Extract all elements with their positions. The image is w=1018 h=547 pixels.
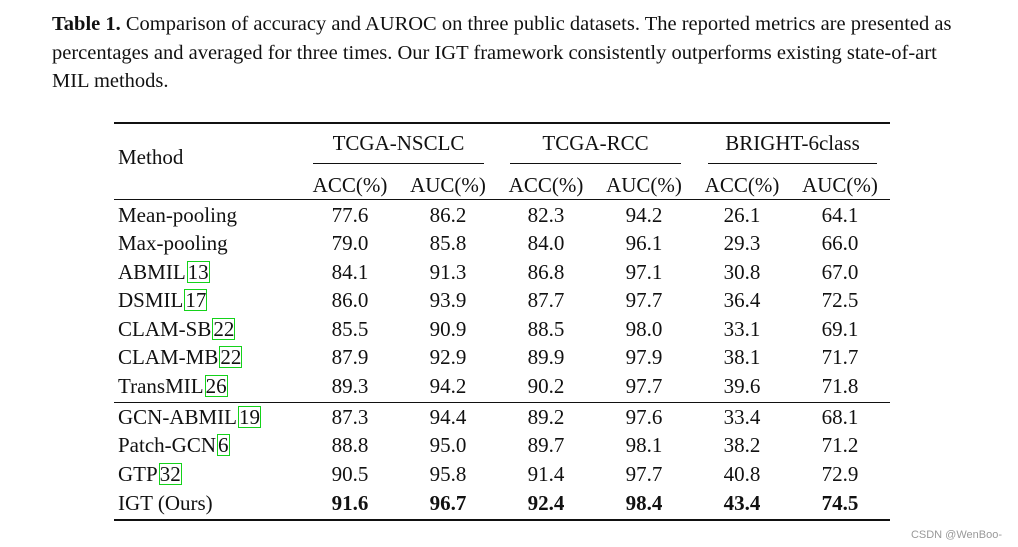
metric-value: 71.2 [821,433,859,457]
watermark: CSDN @WenBoo- [910,529,1002,541]
metric-value: 71.8 [821,374,859,398]
citation-link[interactable]: 19 [239,405,260,429]
metric-value: 88.5 [527,317,565,341]
metric-value: 84.0 [527,231,565,255]
method-name [118,343,242,371]
metric-value: 67.0 [821,260,859,284]
method-name [118,460,182,488]
method-name [118,201,237,229]
metric-value: 96.1 [625,231,663,255]
metric-header: ACC(%) [508,173,584,197]
metric-value: 29.3 [723,231,761,255]
metric-value: 94.2 [625,203,663,227]
top-rule [114,122,890,124]
metric-value: 98.4 [625,491,663,515]
metric-value: 38.2 [723,433,761,457]
metric-value: 97.7 [625,288,663,312]
caption-text: Comparison of accuracy and AUROC on three public datasets. The reported metrics are presented as percentages and averaged for three times. Our IGT framework consistently outperforms existing state-of-art MIL methods. [52,13,952,92]
metric-value: 36.4 [723,288,761,312]
metric-value: 96.7 [429,491,467,515]
metric-value: 84.1 [331,260,369,284]
metric-value: 89.7 [527,433,565,457]
metric-value: 89.9 [527,345,565,369]
method-label: Mean-pooling [118,203,237,227]
metric-value: 87.7 [527,288,565,312]
metric-value: 97.9 [625,345,663,369]
metric-value: 66.0 [821,231,859,255]
method-label: CLAM-SB [118,317,212,341]
metric-value: 98.0 [625,317,663,341]
citation-link[interactable]: 26 [205,374,227,398]
group-underline [708,163,877,164]
metric-value: 26.1 [723,203,761,227]
method-label: CLAM-MB [118,345,219,369]
citation-link[interactable]: 17 [185,288,207,312]
metric-header: ACC(%) [704,173,780,197]
metric-header: ACC(%) [312,173,388,197]
metric-value: 39.6 [723,374,761,398]
citation-link[interactable]: 13 [187,260,209,284]
metric-value: 94.4 [429,405,467,429]
metric-value: 40.8 [723,462,761,486]
metric-value: 85.5 [331,317,369,341]
dataset-header: BRIGHT-6class [725,131,860,155]
metric-value: 92.9 [429,345,467,369]
metric-header: AUC(%) [606,173,682,197]
metric-value: 86.8 [527,260,565,284]
method-name [118,229,228,257]
metric-value: 95.0 [429,433,467,457]
metric-header: AUC(%) [802,173,878,197]
method-label: Patch-GCN [118,433,216,457]
method-name [118,489,213,517]
metric-value: 91.4 [527,462,565,486]
metric-value: 71.7 [821,345,859,369]
citation-link[interactable]: 32 [159,462,181,486]
method-name [118,315,235,343]
metric-value: 90.2 [527,374,565,398]
caption-label: Table 1. [52,13,121,35]
method-label: Max-pooling [118,231,228,255]
metric-value: 87.9 [331,345,369,369]
metric-value: 68.1 [821,405,859,429]
method-label: GCN-ABMIL [118,405,237,429]
method-name [118,372,228,400]
metric-value: 86.0 [331,288,369,312]
method-label: DSMIL [118,288,184,312]
metric-value: 87.3 [331,405,369,429]
metric-value: 79.0 [331,231,369,255]
metric-value: 88.8 [331,433,369,457]
metric-value: 82.3 [527,203,565,227]
method-label: GTP [118,462,158,486]
bottom-rule [114,519,890,521]
metric-value: 30.8 [723,260,761,284]
method-label: IGT (Ours) [118,491,213,515]
metric-value: 97.7 [625,374,663,398]
metric-value: 69.1 [821,317,859,341]
metric-value: 72.9 [821,462,859,486]
metric-value: 43.4 [723,491,761,515]
metric-value: 97.7 [625,462,663,486]
metric-value: 97.1 [625,260,663,284]
method-label: ABMIL [118,260,186,284]
dataset-header: TCGA-NSCLC [332,131,465,155]
metric-value: 64.1 [821,203,859,227]
metric-value: 93.9 [429,288,467,312]
method-name [118,258,210,286]
metric-value: 38.1 [723,345,761,369]
metric-value: 95.8 [429,462,467,486]
metric-value: 90.9 [429,317,467,341]
metric-value: 92.4 [527,491,565,515]
citation-link[interactable]: 22 [220,345,242,369]
metric-value: 85.8 [429,231,467,255]
metric-value: 74.5 [821,491,859,515]
table-caption [52,10,972,96]
metric-value: 91.6 [331,491,369,515]
metric-value: 98.1 [625,433,663,457]
group-underline [510,163,681,164]
metric-value: 97.6 [625,405,663,429]
metric-value: 86.2 [429,203,467,227]
metric-value: 33.4 [723,405,761,429]
method-name [118,403,261,431]
metric-value: 91.3 [429,260,467,284]
metric-value: 33.1 [723,317,761,341]
group-underline [313,163,484,164]
metric-value: 89.2 [527,405,565,429]
method-name [118,286,207,314]
method-header: Method [118,145,184,169]
header-rule [114,199,890,200]
dataset-header: TCGA-RCC [542,131,649,155]
method-name [118,431,230,459]
citation-link[interactable]: 6 [218,433,229,457]
citation-link[interactable]: 22 [213,317,235,341]
metric-header: AUC(%) [410,173,486,197]
metric-value: 90.5 [331,462,369,486]
metric-value: 77.6 [331,203,369,227]
metric-value: 94.2 [429,374,467,398]
metric-value: 89.3 [331,374,369,398]
metric-value: 72.5 [821,288,859,312]
method-label: TransMIL [118,374,204,398]
